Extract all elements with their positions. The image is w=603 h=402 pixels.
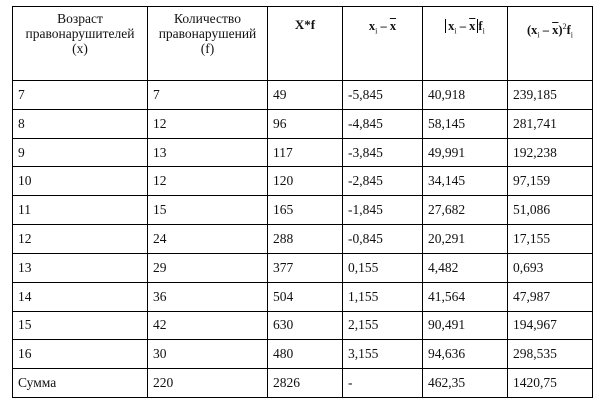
cell-count: 12	[148, 167, 268, 196]
cell-squared-deviation: 192,238	[508, 138, 593, 167]
cell-age: 8	[13, 109, 148, 138]
cell-abs-deviation: 58,145	[423, 109, 508, 138]
cell-count: 42	[148, 311, 268, 340]
abs-deviation-formula: $x_i - \overline{x}$ $f_i$	[445, 19, 485, 39]
cell-deviation: 0,155	[343, 253, 423, 282]
cell-deviation: -5,845	[343, 81, 423, 110]
deviation-formula: $x_i - \overline{x}$	[368, 19, 397, 36]
total-count: 220	[148, 369, 268, 398]
cell-abs-deviation: 94,636	[423, 340, 508, 369]
cell-squared-deviation: 0,693	[508, 253, 593, 282]
cell-squared-deviation: 239,185	[508, 81, 593, 110]
cell-squared-deviation: 51,086	[508, 196, 593, 225]
cell-xf: 504	[268, 282, 343, 311]
cell-xf: 377	[268, 253, 343, 282]
header-deviation	[343, 7, 423, 81]
total-xf: 2826	[268, 369, 343, 398]
table-row	[13, 282, 593, 311]
cell-count: 15	[148, 196, 268, 225]
cell-age: 16	[13, 340, 148, 369]
cell-abs-deviation: 40,918	[423, 81, 508, 110]
cell-squared-deviation: 97,159	[508, 167, 593, 196]
cell-xf: 480	[268, 340, 343, 369]
statistics-table	[12, 6, 593, 398]
cell-age: 7	[13, 81, 148, 110]
cell-abs-deviation: 41,564	[423, 282, 508, 311]
header-squared-deviation-times-f	[508, 7, 593, 81]
cell-count: 24	[148, 225, 268, 254]
cell-squared-deviation: 298,535	[508, 340, 593, 369]
squared-deviation-formula: $(x_i - \overline{x})^2f_i$	[527, 22, 573, 40]
table-row	[13, 109, 593, 138]
total-squared-deviation: 1420,75	[508, 369, 593, 398]
table-row	[13, 311, 593, 340]
cell-deviation: -2,845	[343, 167, 423, 196]
cell-squared-deviation: 281,741	[508, 109, 593, 138]
cell-xf: 120	[268, 167, 343, 196]
table-row	[13, 196, 593, 225]
cell-age: 15	[13, 311, 148, 340]
cell-deviation: -1,845	[343, 196, 423, 225]
cell-deviation: -4,845	[343, 109, 423, 138]
cell-deviation: 1,155	[343, 282, 423, 311]
cell-age: 12	[13, 225, 148, 254]
total-abs-deviation: 462,35	[423, 369, 508, 398]
total-deviation: -	[343, 369, 423, 398]
cell-abs-deviation: 90,491	[423, 311, 508, 340]
cell-deviation: 3,155	[343, 340, 423, 369]
cell-count: 13	[148, 138, 268, 167]
table-row	[13, 167, 593, 196]
table-header-row	[13, 7, 593, 81]
header-age: Возраст правонарушителей (х)	[13, 7, 148, 81]
cell-xf: 96	[268, 109, 343, 138]
cell-xf: 288	[268, 225, 343, 254]
table-row	[13, 340, 593, 369]
cell-age: 10	[13, 167, 148, 196]
cell-age: 14	[13, 282, 148, 311]
cell-squared-deviation: 17,155	[508, 225, 593, 254]
table-row	[13, 253, 593, 282]
cell-xf: 630	[268, 311, 343, 340]
cell-xf: 117	[268, 138, 343, 167]
cell-abs-deviation: 27,682	[423, 196, 508, 225]
cell-abs-deviation: 49,991	[423, 138, 508, 167]
cell-squared-deviation: 194,967	[508, 311, 593, 340]
table-row	[13, 225, 593, 254]
cell-count: 7	[148, 81, 268, 110]
table-total-row	[13, 369, 593, 398]
table-row	[13, 81, 593, 110]
cell-xf: 49	[268, 81, 343, 110]
cell-count: 12	[148, 109, 268, 138]
cell-squared-deviation: 47,987	[508, 282, 593, 311]
cell-age: 9	[13, 138, 148, 167]
cell-abs-deviation: 20,291	[423, 225, 508, 254]
cell-age: 13	[13, 253, 148, 282]
cell-age: 11	[13, 196, 148, 225]
cell-abs-deviation: 4,482	[423, 253, 508, 282]
table-row	[13, 138, 593, 167]
header-x-times-f: X*f	[268, 7, 343, 81]
cell-count: 29	[148, 253, 268, 282]
total-label: Сумма	[13, 369, 148, 398]
header-offense-count: Количество правонарушений (f)	[148, 7, 268, 81]
cell-count: 30	[148, 340, 268, 369]
cell-xf: 165	[268, 196, 343, 225]
cell-deviation: -0,845	[343, 225, 423, 254]
header-abs-deviation-times-f	[423, 7, 508, 81]
cell-abs-deviation: 34,145	[423, 167, 508, 196]
cell-count: 36	[148, 282, 268, 311]
cell-deviation: -3,845	[343, 138, 423, 167]
cell-deviation: 2,155	[343, 311, 423, 340]
